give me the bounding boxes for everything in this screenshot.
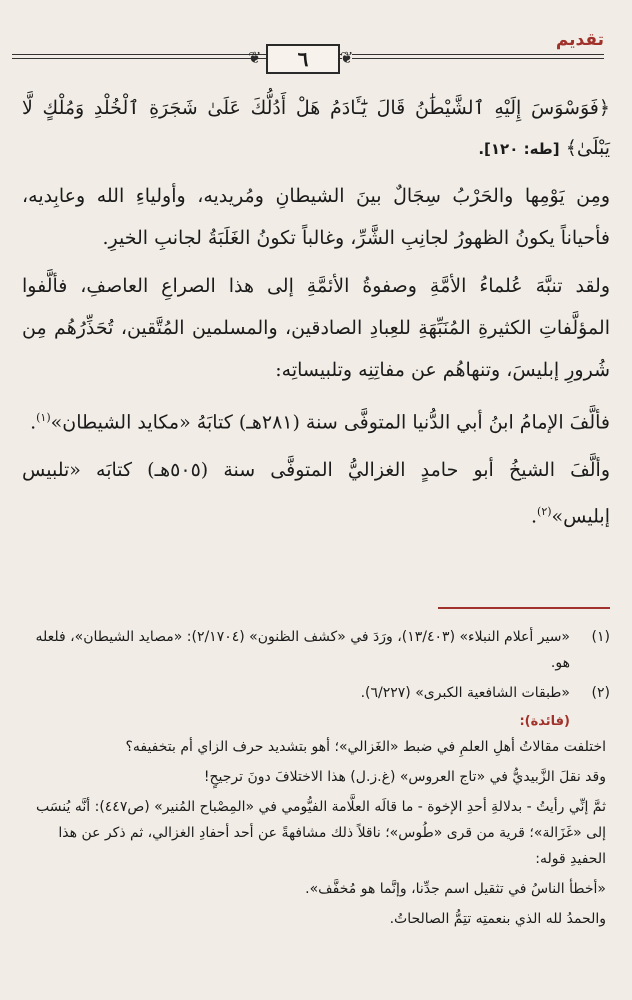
note-heading: (فائدة): <box>519 714 570 729</box>
paragraph-text: وألَّفَ الشيخُ أبو حامدٍ الغزاليُّ المتوفَّى سنة (٥٠٥هـ) كتابَه «تلبيس إبليس» <box>22 459 610 528</box>
footnote-text: «سير أعلام النبلاء» (١٣/٤٠٣)، ورَدَ في «كشف الظنون» (٢/١٧٠٤): «مصايد الشيطان»، فلعله هو. <box>35 629 570 671</box>
footnote-text: «طبقات الشافعية الكبرى» (٦/٢٢٧). <box>360 685 570 701</box>
footnote <box>22 624 610 676</box>
footnotes <box>22 624 610 936</box>
paragraph-text: فألَّفَ الإمامُ ابنُ أبي الدُّنيا المتوفَّى سنة (٢٨١هـ) كتابَهُ «مكايد الشيطان» <box>50 411 610 434</box>
paragraph: ولقد تنبَّهَ عُلماءُ الأمَّةِ وصفوةُ الأئمَّةِ إلى هذا الصراعِ العاصفِ، فألَّفوا المؤلَّفاتِ الكثيرةِ المُنَبِّهَةِ للعِبادِ الصادقين، والمسلمين المُتَّقين، تُحَذِّرُهُم مِن شُرورِ إبليسَ، وتنهاهُم عن مفاتِنِه وتلبيساتِه: <box>22 275 610 381</box>
note-paragraph: اختلفت مقالاتُ أهلِ العلمِ في ضبط «الغَزالي»؛ أهو بتشديد حرف الزاي أم بتخفيفه؟ <box>125 739 606 755</box>
header-rule <box>352 54 604 55</box>
paragraph: فألَّفَ الإمامُ ابنُ أبي الدُّنيا المتوفَّى سنة (٢٨١هـ) كتابَهُ «مكايد الشيطان»$^{(١)}$. <box>30 411 610 434</box>
main-text <box>22 88 610 544</box>
ornament-icon: ❦ <box>248 48 262 67</box>
note-paragraph: ثمَّ إنِّي رأيتُ - بدلالةِ أحدِ الإخوة - ما قالَه العلَّامة الفيُّومي في «المِصْباح المُنير» (ص٤٤٧): أنَّه يُنسَب إلى «غَزَالة»؛ قرية من قرى «طُوس»؛ ناقلاً ذلك مشافهةً عن أحد أحفادِ الغزالي، ثم ذكر عن هذا الحفيدِ قوله: <box>36 799 606 867</box>
page-header <box>0 28 632 88</box>
footnote-marker: (٢) <box>537 505 552 519</box>
paragraph: وألَّفَ الشيخُ أبو حامدٍ الغزاليُّ المتوفَّى سنة (٥٠٥هـ) كتابَه «تلبيس إبليس»$^{(٢)}$. <box>22 459 610 528</box>
header-rule <box>352 58 604 59</box>
footnote-number: (١) <box>591 629 610 645</box>
quran-text: ﴿فَوَسْوَسَ إِلَيْهِ ٱلشَّيْطَٰنُ قَالَ يَٰٓـَٔادَمُ هَلْ أَدُلُّكَ عَلَىٰ شَجَرَةِ ٱلْخُلْدِ وَمُلْكٍ لَّا يَبْلَىٰ﴾ <box>22 97 610 159</box>
paragraph: ومِن يَوْمِها والحَرْبُ سِجَالٌ بينَ الشيطانِ ومُريديه، وأولياءِ الله وعابِديه، فأحياناً يكونُ الظهورُ لجانِبِ الشَّرِّ، وغالباً تكونُ الغَلَبَةُ لجانبِ الخيرِ. <box>22 185 610 249</box>
quran-reference: [طه: ١٢٠]. <box>478 140 560 158</box>
note-paragraph: وقد نقلَ الزَّبيديُّ في «تاج العروس» (غ.ز.ل) هذا الاختلافَ دونَ ترجيحٍ! <box>203 769 606 785</box>
quran-verse <box>22 88 610 169</box>
section-title: تقديم <box>555 30 604 50</box>
note-paragraph: «أخطأ الناسُ في تثقيل اسم جدِّنا، وإنَّما هو مُخفَّف». <box>305 881 606 897</box>
footnote <box>22 680 610 706</box>
page-number: ٦ <box>266 44 340 74</box>
ornament-icon: ❦ <box>340 48 354 67</box>
footnote-separator <box>438 607 610 609</box>
note-paragraph: والحمدُ لله الذي بنعمتِه تتِمُّ الصالحاتُ. <box>389 911 606 927</box>
footnote-number: (٢) <box>591 685 610 701</box>
footnote-marker: (١) <box>36 411 51 424</box>
